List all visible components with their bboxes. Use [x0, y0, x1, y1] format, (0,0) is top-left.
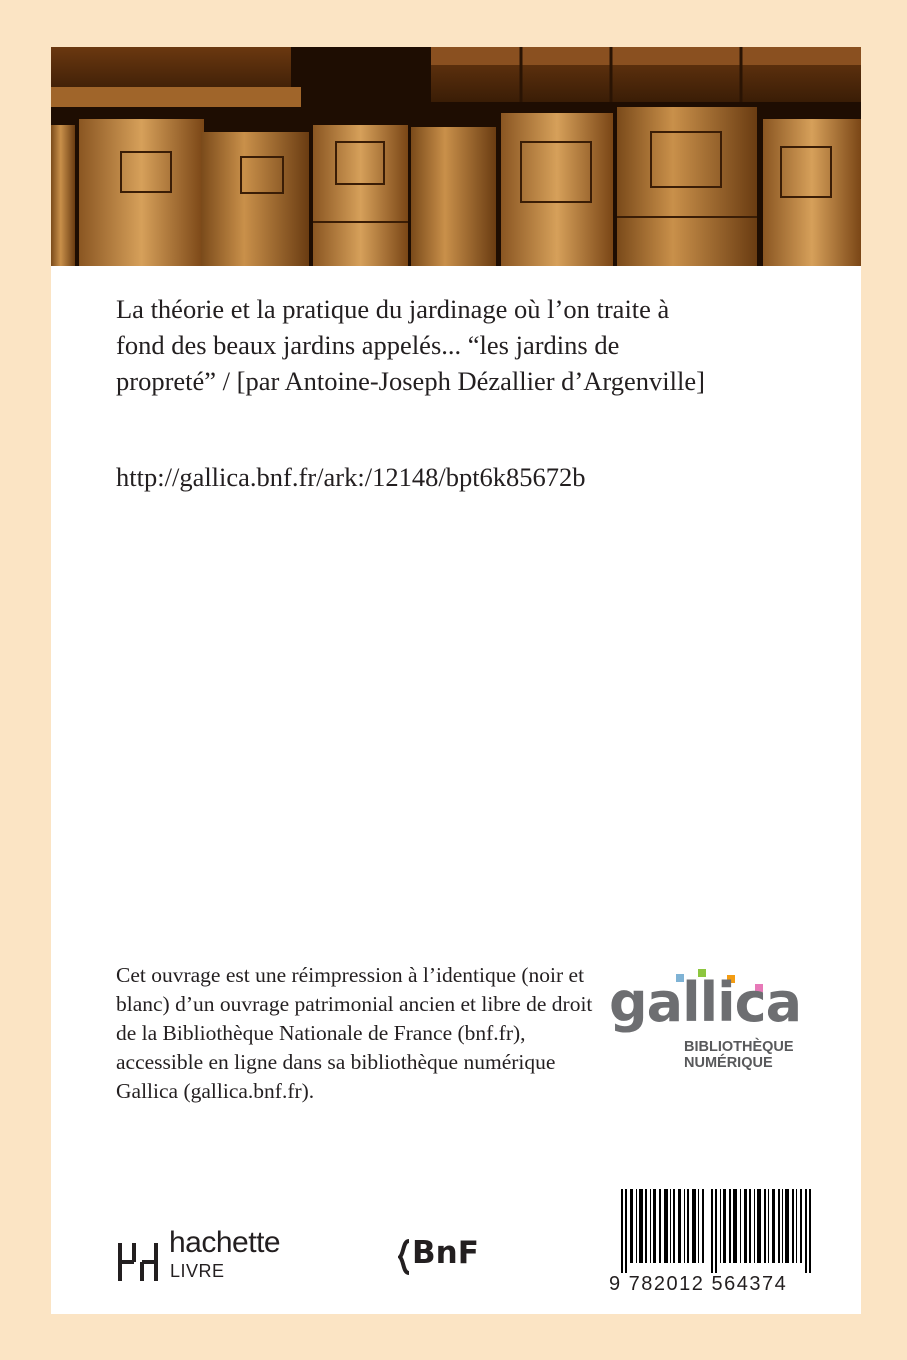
bookshelf-banner-image	[51, 47, 861, 266]
isbn-digits: 9 782012 564374	[609, 1273, 788, 1295]
book-back-cover	[51, 47, 861, 1314]
gallica-subtitle-line1: BIBLIOTHÈQUE	[684, 1039, 794, 1055]
barcode-bars-icon	[617, 1189, 817, 1273]
hachette-name: hachette	[169, 1226, 281, 1259]
reprint-description: Cet ouvrage est une réimpression à l’identique (noir et blanc) d’un ouvrage patrimonial ancien et libre de droit de la Bibliothèque Nationale de France (bnf.fr), accessible en ligne dans sa bibliothèque numérique Gallica (gallica.bnf.fr).	[116, 963, 593, 1103]
gallica-url: http://gallica.bnf.fr/ark:/12148/bpt6k85672b	[116, 462, 586, 492]
hachette-sub: LIVRE	[170, 1261, 225, 1281]
hachette-h-icon	[117, 1240, 159, 1284]
bnf-wordmark: BnF	[412, 1235, 479, 1271]
gallica-subtitle-line2: NUMÉRIQUE	[684, 1055, 773, 1071]
gallica-wordmark: gallica	[609, 971, 802, 1034]
bnf-bracket-icon	[398, 1239, 412, 1275]
gallica-logo	[609, 969, 809, 1089]
book-title: La théorie et la pratique du jardinage où l’on traite à fond des beaux jardins appelés... “les jardins de propreté” / [par Antoine-Joseph Dézallier d’Argenville]	[116, 294, 705, 396]
hachette-livre-logo	[117, 1226, 307, 1294]
isbn-barcode	[609, 1189, 817, 1299]
